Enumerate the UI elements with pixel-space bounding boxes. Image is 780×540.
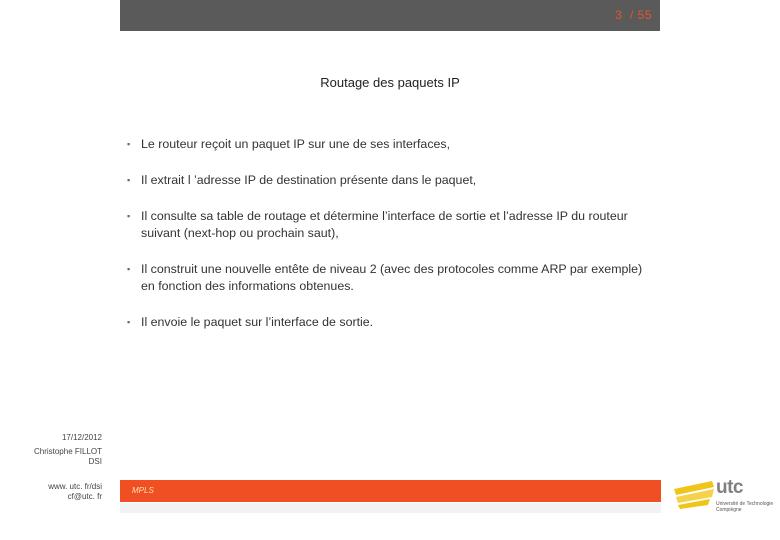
- bullet-item: [127, 172, 657, 189]
- bullet-list: [127, 136, 657, 331]
- bullet-marker-icon: ▪: [127, 211, 131, 221]
- bullet-marker-icon: ▪: [127, 264, 131, 274]
- bullet-text: Il extrait l ’adresse IP de destination présente dans le paquet,: [141, 173, 477, 187]
- utc-logo: [672, 475, 772, 515]
- footer-strip: [120, 503, 661, 513]
- bullet-item: [127, 136, 657, 153]
- bullet-text: Il consulte sa table de routage et détermine l’interface de sortie et l’adresse IP du routeur suivant (next-hop ou prochain saut),: [141, 209, 628, 240]
- author-name: Christophe FILLOT: [33, 447, 102, 456]
- logo-text: utc: [716, 477, 743, 498]
- bullet-item: [127, 208, 657, 242]
- utc-logo-icon: [672, 475, 716, 515]
- bullet-text: Il envoie le paquet sur l’interface de sortie.: [141, 315, 374, 329]
- bullet-item: [127, 261, 657, 295]
- logo-subtitle: Université de Technologie: [716, 501, 774, 507]
- bullet-marker-icon: ▪: [127, 175, 131, 185]
- page-counter: 3 / 55: [615, 8, 652, 22]
- top-bar: [120, 0, 660, 31]
- bullet-text: Le routeur reçoit un paquet IP sur une de ses interfaces,: [141, 137, 451, 151]
- bullet-item: [127, 314, 657, 331]
- bullet-marker-icon: ▪: [127, 317, 131, 327]
- footer-bar: [120, 480, 661, 502]
- bullet-marker-icon: ▪: [127, 139, 131, 149]
- slide-title: Routage des paquets IP: [320, 75, 460, 90]
- logo-subtitle: Compiègne: [716, 507, 742, 513]
- email-link[interactable]: cf@utc. fr: [67, 492, 102, 501]
- footer-label: MPLS: [132, 486, 154, 495]
- slide-date: 17/12/2012: [61, 433, 102, 442]
- department: DSI: [88, 457, 102, 466]
- website-link[interactable]: www. utc. fr/dsi: [48, 482, 102, 491]
- bullet-text: Il construit une nouvelle entête de niveau 2 (avec des protocoles comme ARP par exemple) en fonction des informations obtenues.: [141, 262, 643, 293]
